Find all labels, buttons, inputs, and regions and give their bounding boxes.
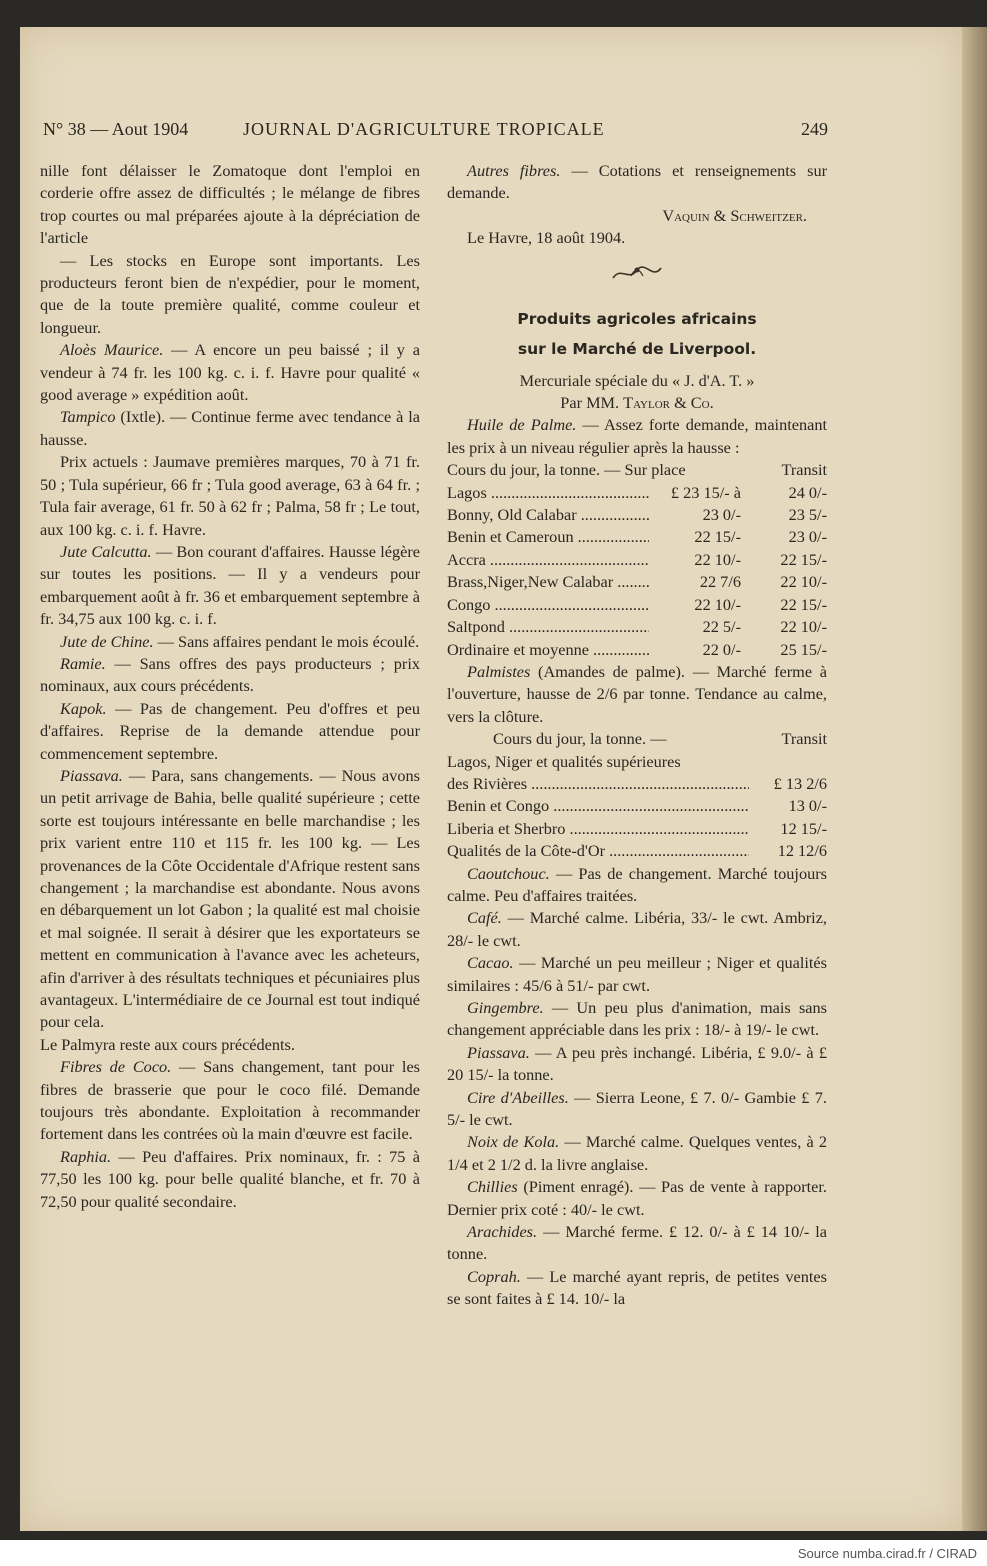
commodity-term: Palmistes — [467, 661, 531, 681]
commodity-term: Piassava. — [467, 1042, 530, 1062]
paragraph: Palmistes (Amandes de palme). — Marché ferme à l'ouverture, hausse de 2/6 par tonne. Tendance au calme, vers la clôture. — [447, 661, 827, 726]
commodity-term: Aloès Maurice. — [60, 340, 164, 360]
paragraph: Cire d'Abeilles. — Sierra Leone, £ 7. 0/- Gambie £ 7. 5/- le cwt. — [447, 1087, 827, 1130]
market-name: des Rivières ..... — [447, 773, 749, 795]
signature: Vaquin & Schweitzer. — [662, 205, 807, 225]
transit-price: 12 15/- — [780, 818, 827, 838]
paragraph: nille font délaisser le Zomatoque dont l'emploi en corderie offre assez de difficultés ; le mélange de fibres trop courtes ou mal préparées ajoute à la dépréciation de l'article — [40, 161, 420, 248]
commodity-term: Ramie. — [60, 653, 106, 673]
table-row — [447, 571, 827, 593]
commodity-term: Cacao. — [467, 953, 514, 973]
commodity-term: Fibres de Coco. — [60, 1057, 172, 1077]
paragraph: Coprah. — Le marché ayant repris, de petites ventes se sont faites à £ 14. 10/- la — [447, 1266, 827, 1309]
byline: Par MM. Taylor & Co. — [560, 393, 714, 413]
paragraph: Aloès Maurice. — A encore un peu baissé ; il y a vendeur à 74 fr. les 100 kg. c. i. f. Havre pour qualité « good average » expédition août. — [40, 340, 421, 405]
spot-price: 22 10/- — [694, 594, 741, 614]
paragraph: Autres fibres. — Cotations et renseignements sur demande. — [447, 161, 828, 203]
running-header — [43, 119, 828, 143]
market-name: Brass,Niger,New Calabar ..... — [447, 571, 649, 593]
paragraph: Prix actuels : Jaumave premières marques, 70 à 71 fr. 50 ; Tula supérieur, 66 fr ; Tula good average, 63 à 64 fr. ; Tula fair average, 61 fr. 50 à 62 fr ; Palma, 58 fr ; Le tout, aux 100 kg. c. i. f. Havre. — [40, 452, 420, 539]
price-table-header: Cours du jour, la tonne. — Transit — [493, 729, 827, 749]
transit-price: 22 10/- — [780, 572, 827, 592]
commodity-term: Noix de Kola. — [467, 1132, 560, 1152]
paragraph: Ramie. — Sans offres des pays producteurs ; prix nominaux, aux cours précédents. — [40, 653, 420, 696]
commodity-term: Huile de Palme. — [467, 415, 577, 435]
market-name: Accra ..... — [447, 549, 649, 571]
commodity-term: Piassava. — [60, 765, 123, 785]
commodity-term: Gingembre. — [467, 998, 544, 1017]
transit-price: 12 12/6 — [777, 841, 827, 861]
spot-price: 22 10/- — [694, 549, 741, 569]
commodity-term: Chillies — [467, 1177, 518, 1197]
commodity-term: Arachides. — [467, 1222, 538, 1242]
table-row — [447, 594, 827, 616]
table-row — [447, 549, 827, 571]
spot-price: £ 23 15/- à — [670, 482, 741, 502]
transit-price: 24 0/- — [788, 482, 827, 502]
table-row — [447, 840, 827, 862]
transit-price: 22 10/- — [780, 617, 827, 637]
paragraph: Gingembre. — Un peu plus d'animation, mais sans changement appréciable dans les prix : 18/- à 19/- le cwt. — [447, 998, 827, 1040]
market-name: Liberia et Sherbro ..... — [447, 818, 749, 840]
issue-label: N° 38 — Aout 1904 — [43, 119, 189, 139]
commodity-term: Jute Calcutta. — [60, 541, 152, 561]
market-name: Benin et Congo ..... — [447, 795, 749, 817]
journal-title: JOURNAL D'AGRICULTURE TROPICALE — [243, 119, 605, 139]
paragraph: Café. — Marché calme. Libéria, 33/- le cwt. Ambriz, 28/- le cwt. — [447, 908, 827, 950]
transit-price: 23 0/- — [788, 527, 827, 547]
transit-price: 23 5/- — [788, 505, 827, 525]
paragraph: Piassava. — A peu près inchangé. Libéria, £ 9.0/- à £ 20 15/- la tonne. — [447, 1042, 827, 1085]
paragraph: Jute Calcutta. — Bon courant d'affaires. Hausse légère sur toutes les positions. — Il y a vendeurs pour embarquement août à fr. 36 et embarquement septembre à fr. 34,75 aux 100 kg. c. i. f. — [40, 541, 420, 629]
paragraph: Tampico (Ixtle). — Continue ferme avec tendance à la hausse. — [40, 407, 420, 449]
palm-kernel-price-table — [447, 773, 827, 863]
market-name: Lagos ..... — [447, 482, 649, 504]
section-title: Produits agricoles africains sur le Marché de Liverpool. — [517, 309, 757, 358]
paragraph: Jute de Chine. — Sans affaires pendant le mois écoulé. — [60, 631, 420, 651]
paragraph: Raphia. — Peu d'affaires. Prix nominaux, fr. : 75 à 77,50 les 100 kg. pour belle qualité blanche, et fr. 70 à 72,50 pour qualité secondaire. — [40, 1146, 420, 1211]
spot-price: 22 7/6 — [699, 572, 741, 592]
source-credit: Source numba.cirad.fr / CIRAD — [797, 1546, 977, 1561]
market-name: Ordinaire et moyenne ..... — [447, 639, 649, 661]
paragraph: Cacao. — Marché un peu meilleur ; Niger et qualités similaires : 45/6 à 51/- par cwt. — [447, 953, 827, 995]
right-column — [447, 160, 827, 1311]
table-row — [447, 504, 827, 526]
transit-price: 22 15/- — [780, 594, 827, 614]
paragraph: Kapok. — Pas de changement. Peu d'offres et peu d'affaires. Reprise de la demande attendue pour commencement septembre. — [40, 698, 420, 763]
market-name: Bonny, Old Calabar ..... — [447, 504, 649, 526]
transit-price: £ 13 2/6 — [773, 773, 827, 793]
table-intro: Lagos, Niger et qualités supérieures — [447, 751, 681, 771]
commodity-term: Cire d'Abeilles. — [467, 1087, 569, 1107]
commodity-term: Jute de Chine. — [60, 631, 154, 651]
price-table-header: Cours du jour, la tonne. — Sur place Transit — [447, 460, 827, 480]
table-row — [447, 818, 827, 840]
transit-price: 13 0/- — [788, 796, 827, 816]
market-name: Benin et Cameroun ..... — [447, 526, 649, 548]
table-row — [447, 616, 827, 638]
ornament-icon — [447, 256, 827, 296]
paragraph: Arachides. — Marché ferme. £ 12. 0/- à £ 14 10/- la tonne. — [447, 1222, 827, 1264]
paragraph: Fibres de Coco. — Sans changement, tant pour les fibres de brasserie que pour le coco filé. Demande toujours très abondante. Exploitation à recommander fortement dans les contrées où la main d'œuvre est facile. — [40, 1057, 421, 1144]
page-number: 249 — [801, 119, 828, 139]
table-row — [447, 526, 827, 548]
commodity-term: Tampico — [60, 407, 116, 427]
paragraph: Noix de Kola. — Marché calme. Quelques ventes, à 2 1/4 et 2 1/2 d. la livre anglaise. — [447, 1132, 828, 1174]
left-column — [40, 160, 420, 1213]
table-row — [447, 773, 827, 795]
transit-price: 25 15/- — [780, 639, 827, 659]
spot-price: 22 5/- — [702, 617, 741, 637]
table-row — [447, 482, 827, 504]
page-spine — [962, 27, 987, 1531]
spot-price: 22 15/- — [694, 527, 741, 547]
paragraph: Piassava. — Para, sans changements. — Nous avons un petit arrivage de Bahia, belle qualité supérieure ; cette sorte est toujours intéressante en belle marchandise ; les prix varient entre 110 et 115 fr. les 100 kg. — Les provenances de la Côte Occidentale d'Afrique restent sans changement ; la marchandise est abondante. Nous avons en débarquement un lot Gabon ; la qualité est mal choisie et mal soignée. Il serait à désirer que les exportateurs se mettent en communication à l'avance avec les acheteurs, afin d'arriver à des résultats techniques et pécuniaires plus avantageux. L'intermédiaire de ce Journal est tout indiqué pour cela. — [40, 765, 420, 1032]
table-row — [447, 639, 827, 661]
subtitle: Mercuriale spéciale du « J. d'A. T. » — [519, 370, 755, 390]
market-name: Congo ..... — [447, 594, 649, 616]
commodity-term: Caoutchouc. — [467, 863, 550, 883]
commodity-term: Café. — [467, 908, 502, 928]
commodity-term: Kapok. — [60, 698, 107, 718]
table-row — [447, 795, 827, 817]
commodity-term: Raphia. — [60, 1146, 112, 1166]
spot-price: 23 0/- — [702, 505, 741, 525]
transit-price: 22 15/- — [780, 549, 827, 569]
place-date: Le Havre, 18 août 1904. — [467, 228, 626, 248]
market-name: Qualités de la Côte-d'Or ..... — [447, 840, 749, 862]
palm-oil-price-table — [447, 482, 827, 661]
paragraph: — Les stocks en Europe sont importants. Les producteurs feront bien de n'expédier, pour le moment, que de la toute première qualité, comme couleur et longueur. — [40, 250, 420, 337]
paragraph: Huile de Palme. — Assez forte demande, maintenant les prix à un niveau régulier après la hausse : — [447, 415, 828, 457]
spot-price: 22 0/- — [702, 639, 741, 659]
paragraph: Chillies (Piment enragé). — Pas de vente à rapporter. Dernier prix coté : 40/- le cwt. — [447, 1177, 827, 1219]
market-name: Saltpond ..... — [447, 616, 649, 638]
commodity-term: Autres fibres. — [467, 161, 561, 180]
commodity-term: Coprah. — [467, 1266, 521, 1286]
paragraph: Caoutchouc. — Pas de changement. Marché toujours calme. Peu d'affaires traitées. — [447, 863, 827, 905]
paragraph: Le Palmyra reste aux cours précédents. — [40, 1034, 295, 1054]
